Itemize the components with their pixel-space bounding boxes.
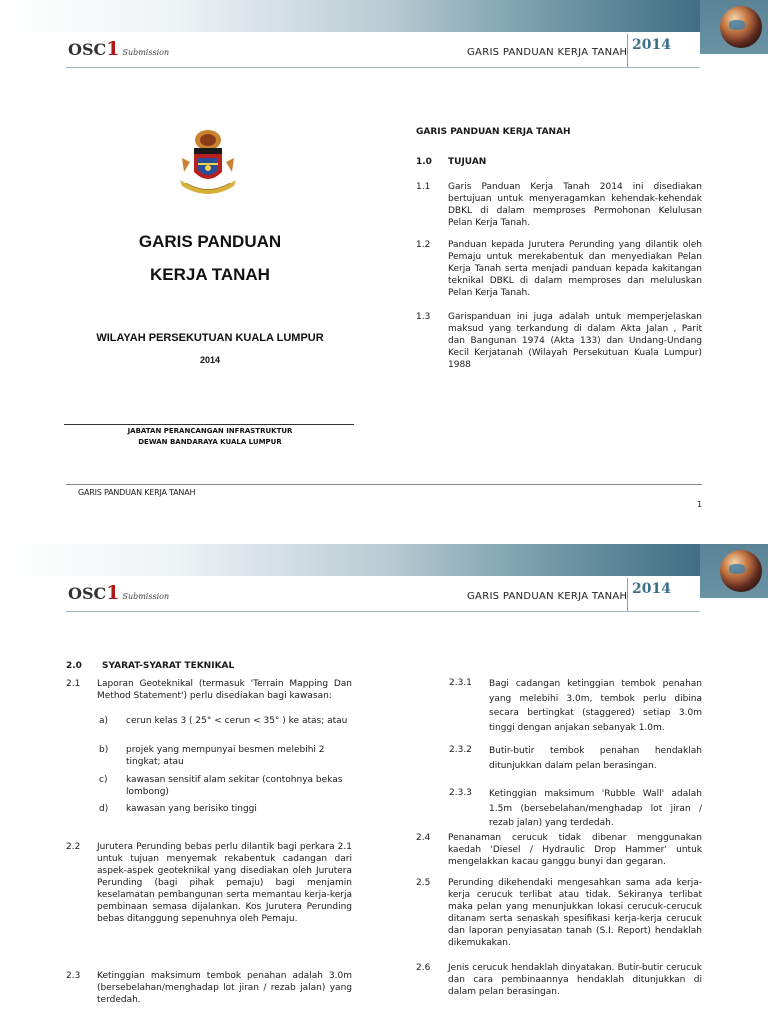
item-2-3-2-text: Butir-butir tembok penahan hendaklah ditunjukkan dalam pelan berasingan. xyxy=(489,746,702,771)
item-2-1-b-letter: b) xyxy=(99,745,109,755)
section-1-title: TUJUAN xyxy=(448,157,487,167)
cover-year: 2014 xyxy=(199,355,221,365)
document-page-2 xyxy=(0,544,768,1024)
header-year: 2014 xyxy=(632,37,671,53)
item-2-3-1-number: 2.3.1 xyxy=(449,678,472,688)
item-2-6-number: 2.6 xyxy=(416,963,431,973)
header-title: GARIS PANDUAN KERJA TANAH xyxy=(467,47,628,58)
item-1-2-text: Panduan kepada Jurutera Perunding yang dilantik oleh Pemaju untuk merekabentuk dan menyediakan Pelan Kerja Tanah serta menjadi panduan kepada kakitangan teknikal DBKL di dalam memproses dan meluluskan Pelan Kerja Tanah. xyxy=(448,240,702,298)
item-1-1-text: Garis Panduan Kerja Tanah 2014 ini disediakan bertujuan untuk menyeragamkan kehendak-kehendak DBKL di dalam memproses Permohonan Kelulusan Pelan Kerja Tanah. xyxy=(448,182,702,228)
header-title: GARIS PANDUAN KERJA TANAH xyxy=(467,591,628,602)
item-1-3-text: Garispanduan ini juga adalah untuk memperjelaskan maksud yang terkandung di dalam Akta Jalan , Parit dan Bangunan 1974 (Akta 133) dan Undang-Undang Kecil Kerjatanah (Wilayah Persekutuan Kuala Lumpur) 1988 xyxy=(448,312,702,370)
item-2-1-c-letter: c) xyxy=(99,775,108,785)
header-globe-box xyxy=(700,0,768,54)
logo-osc-text: OSC xyxy=(68,584,107,603)
section-2-number: 2.0 xyxy=(66,661,82,671)
header-rule xyxy=(66,611,700,612)
section-2-title: SYARAT-SYARAT TEKNIKAL xyxy=(102,661,235,671)
cover-dept-line2: DEWAN BANDARAYA KUALA LUMPUR xyxy=(138,438,282,446)
header-divider xyxy=(627,578,628,612)
globe-icon xyxy=(720,550,762,592)
header-band xyxy=(0,544,700,576)
dbkl-crest-icon xyxy=(176,128,240,200)
header-globe-box xyxy=(700,544,768,598)
item-2-1-d-letter: d) xyxy=(99,804,109,814)
item-2-1-text: Laporan Geoteknikal (termasuk 'Terrain Mapping Dan Method Statement') perlu disediakan bagi kawasan: xyxy=(97,679,352,701)
header-rule xyxy=(66,67,700,68)
item-2-2-text: Jurutera Perunding bebas perlu dilantik bagi perkara 2.1 untuk tujuan menyemak rekabentuk cadangan dari aspek-aspek geoteknikal yang disediakan oleh Jurutera Perunding (bagi pihak pemaju) bagi menjamin keselamatan pembangunan serta memantau kerja-kerja pembinaan semasa dijalankan. Kos Jurutera Perunding bebas ditanggung sepenuhnya oleh Pemaju. xyxy=(97,842,352,924)
logo-osc-text: OSC xyxy=(68,40,107,59)
logo-one-text: 1 xyxy=(106,582,120,604)
header-year: 2014 xyxy=(632,581,671,597)
item-2-6-text: Jenis cerucuk hendaklah dinyatakan. Butir-butir cerucuk dan cara pembinaannya hendaklah ditunjukkan di dalam pelan berasingan. xyxy=(448,963,702,997)
logo-one-text: 1 xyxy=(106,38,120,60)
item-2-3-1-text: Bagi cadangan ketinggian tembok penahan yang melebihi 3.0m, tembok perlu dibina secara bertingkat (staggered) setiap 3.0m tinggi dengan anjakan sebanyak 1.0m. xyxy=(489,679,702,733)
page-gap xyxy=(0,532,768,544)
cover-subtitle: WILAYAH PERSEKUTUAN KUALA LUMPUR xyxy=(96,332,324,344)
item-2-3-number: 2.3 xyxy=(66,971,81,981)
logo-sub-text: Submission xyxy=(122,592,170,601)
item-2-4-text: Penanaman cerucuk tidak dibenar menggunakan kaedah 'Diesel / Hydraulic Drop Hammer' untuk mengelakkan kacau ganggu bunyi dan gegaran. xyxy=(448,833,702,867)
item-2-3-text: Ketinggian maksimum tembok penahan adalah 3.0m (bersebelahan/menghadap lot jiran / rezab jalan) yang terdedah. xyxy=(97,971,352,1005)
header-band xyxy=(0,0,700,32)
item-2-1-b-text: projek yang mempunyai besmen melebihi 2 tingkat; atau xyxy=(126,745,325,767)
item-2-3-3-number: 2.3.3 xyxy=(449,788,472,798)
item-2-2-number: 2.2 xyxy=(66,842,81,852)
cover-dept-line1: JABATAN PERANCANGAN INFRASTRUKTUR xyxy=(127,427,293,435)
logo-sub-text: Submission xyxy=(122,48,170,57)
item-2-4-number: 2.4 xyxy=(416,833,431,843)
item-2-1-c-text: kawasan sensitif alam sekitar (contohnya bekas lombong) xyxy=(126,775,343,797)
item-2-1-a-letter: a) xyxy=(99,716,109,726)
item-2-3-3-text: Ketinggian maksimum 'Rubble Wall' adalah 1.5m (bersebelahan/menghadap lot jiran / rezab jalan) yang terdedah. xyxy=(489,789,702,828)
item-2-1-number: 2.1 xyxy=(66,679,81,689)
section-1-number: 1.0 xyxy=(416,157,432,167)
cover-divider xyxy=(64,424,354,425)
osc-logo xyxy=(68,38,169,60)
item-2-1-d-text: kawasan yang berisiko tinggi xyxy=(126,804,257,814)
globe-icon xyxy=(720,6,762,48)
item-2-3-2-number: 2.3.2 xyxy=(449,745,472,755)
item-1-3-number: 1.3 xyxy=(416,312,431,322)
cover-title-line1: GARIS PANDUAN xyxy=(138,232,282,251)
item-1-1-number: 1.1 xyxy=(416,182,431,192)
item-2-1-a-text: cerun kelas 3 ( 25° < cerun < 35° ) ke atas; atau xyxy=(126,716,348,726)
item-1-2-number: 1.2 xyxy=(416,240,431,250)
footer-text: GARIS PANDUAN KERJA TANAH xyxy=(78,488,196,497)
footer-rule xyxy=(66,484,702,485)
osc-logo xyxy=(68,582,169,604)
item-2-5-number: 2.5 xyxy=(416,878,431,888)
page-number: 1 xyxy=(697,500,703,509)
right-heading: GARIS PANDUAN KERJA TANAH xyxy=(416,127,571,137)
cover-title-line2: KERJA TANAH xyxy=(150,265,270,284)
item-2-5-text: Perunding dikehendaki mengesahkan sama ada kerja-kerja cerucuk terlibat atau tidak. Sekiranya terlibat maka pelan yang menunjukkan lokasi cerucuk-cerucuk ditanam serta senaskah spesifikasi kerja-kerja cerucuk dan laporan penyiasatan tanah (S.I. Report) hendaklah dikemukakan. xyxy=(448,878,702,948)
header-divider xyxy=(627,34,628,68)
